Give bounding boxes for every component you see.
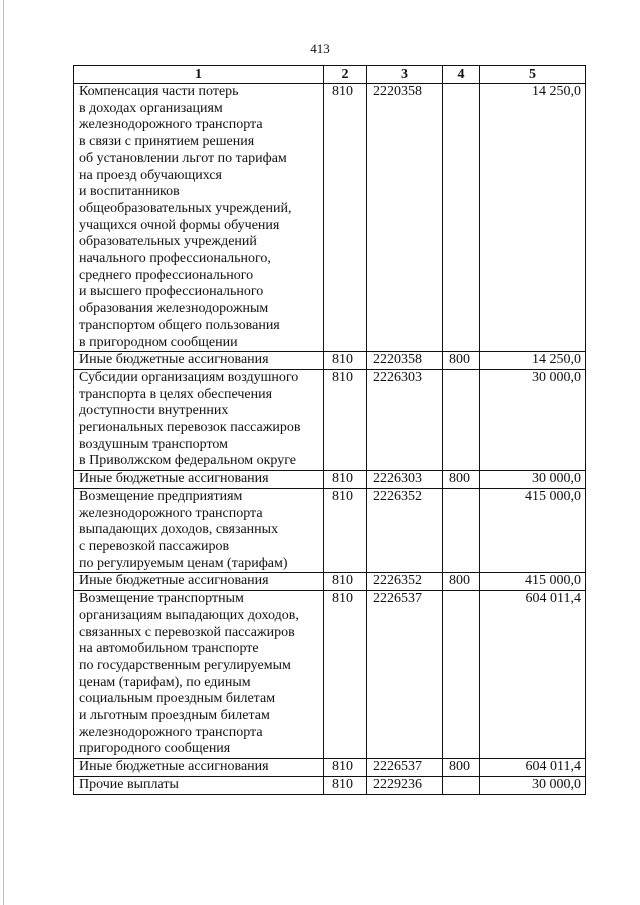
row-amount [480,776,586,794]
row-amount [480,84,586,352]
row-ministry-code [324,84,367,352]
row-name-cell [74,573,324,591]
row-amount [480,591,586,759]
row-amount-text: 415 000,0 [525,488,581,504]
row-amount [480,471,586,489]
row-amount [480,488,586,573]
row-ministry-code [324,573,367,591]
row-expense-code-text: 800 [449,759,470,775]
row-expense-code [443,573,480,591]
table-row [74,84,586,352]
row-expense-code [443,84,480,352]
row-ministry-code-text: 810 [332,759,353,775]
header-col-2: 2 [324,66,367,84]
table-row [74,573,586,591]
row-expense-code [443,776,480,794]
header-col-3: 3 [367,66,443,84]
row-target-code-text: 2220358 [373,84,422,99]
scan-edge [3,0,4,905]
row-target-code-text: 2226303 [373,369,422,385]
row-amount [480,759,586,777]
table-row [74,591,586,759]
page-number: 413 [310,41,330,56]
row-target-code-text: 2226352 [373,573,422,589]
row-ministry-code [324,591,367,759]
row-amount [480,352,586,370]
row-amount-text: 415 000,0 [525,573,581,589]
row-ministry-code [324,488,367,573]
row-amount-text: 14 250,0 [532,84,581,99]
row-ministry-code-text: 810 [332,488,353,504]
row-name-cell-text: Иные бюджетные ассигнования [79,759,269,775]
row-amount-text: 604 011,4 [525,591,581,607]
row-amount-text: 30 000,0 [532,776,581,792]
row-ministry-code-text: 810 [332,471,353,487]
row-target-code [367,84,443,352]
row-name-cell [74,84,324,352]
row-name-cell-text: Возмещение транспортным организациям выпадающих доходов, связанных с перевозкой пассажиров на автомобильном транспорте по государственным регулируемым ценам (тарифам), по единым социальным проездным билетам и льготным проездным билетам железнодорожного транспорта пригородного сообщения [79,591,299,757]
table-row [74,471,586,489]
row-ministry-code-text: 810 [332,591,353,607]
header-col-5: 5 [480,66,586,84]
row-ministry-code-text: 810 [332,573,353,589]
table-row [74,776,586,794]
row-target-code-text: 2229236 [373,776,422,792]
row-ministry-code-text: 810 [332,352,353,368]
row-name-cell-text: Возмещение предприятиям железнодорожного транспорта выпадающих доходов, связанных с перевозкой пассажиров по регулируемым ценам (тарифам) [79,488,288,571]
row-expense-code [443,759,480,777]
row-amount-text: 14 250,0 [532,352,581,368]
row-ministry-code-text: 810 [332,776,353,792]
row-target-code [367,776,443,794]
row-name-cell-text: Прочие выплаты [79,776,179,792]
header-col-1: 1 [74,66,324,84]
row-amount-text: 604 011,4 [525,759,581,775]
row-expense-code [443,591,480,759]
row-target-code [367,488,443,573]
row-expense-code [443,471,480,489]
row-name-cell-text: Иные бюджетные ассигнования [79,471,269,487]
row-target-code [367,471,443,489]
row-name-cell [74,776,324,794]
row-amount [480,573,586,591]
row-target-code [367,573,443,591]
row-ministry-code-text: 810 [332,84,353,99]
row-expense-code [443,352,480,370]
row-name-cell-text: Иные бюджетные ассигнования [79,352,269,368]
row-expense-code [443,488,480,573]
row-target-code-text: 2226352 [373,488,422,504]
row-name-cell [74,471,324,489]
row-expense-code-text: 800 [449,471,470,487]
row-name-cell-text: Иные бюджетные ассигнования [79,573,269,589]
row-target-code-text: 2226537 [373,759,422,775]
row-ministry-code [324,352,367,370]
row-ministry-code [324,471,367,489]
row-name-cell-text: Субсидии организациям воздушного транспорта в целях обеспечения доступности внутренних региональных перевозок пассажиров воздушным транспортом в Приволжском федеральном округе [79,369,301,469]
budget-table [73,65,586,795]
row-expense-code-text: 800 [449,573,470,589]
row-name-cell-text: Компенсация части потерь в доходах организациям железнодорожного транспорта в связи с принятием решения об установлении льгот по тарифам на проезд обучающихся и воспитанников общеобразовательных учреждений, учащихся очной формы обучения образовательных учреждений начального профессионального, среднего профессионального и высшего профессионального образования железнодорожным транспортом общего пользования в пригородном сообщении [79,84,292,350]
row-expense-code-text: 800 [449,352,470,368]
row-ministry-code [324,776,367,794]
row-name-cell [74,759,324,777]
row-target-code [367,369,443,470]
row-target-code-text: 2220358 [373,352,422,368]
table-row [74,488,586,573]
row-target-code-text: 2226537 [373,591,422,607]
row-name-cell [74,352,324,370]
table-row [74,352,586,370]
row-target-code-text: 2226303 [373,471,422,487]
row-target-code [367,352,443,370]
row-ministry-code [324,759,367,777]
row-name-cell [74,369,324,470]
row-name-cell [74,591,324,759]
row-ministry-code [324,369,367,470]
row-amount-text: 30 000,0 [532,369,581,385]
table-row [74,369,586,470]
table-header-row [74,66,586,84]
row-amount-text: 30 000,0 [532,471,581,487]
row-ministry-code-text: 810 [332,369,353,385]
row-target-code [367,591,443,759]
row-name-cell [74,488,324,573]
row-target-code [367,759,443,777]
table-row [74,759,586,777]
row-expense-code [443,369,480,470]
header-col-4: 4 [443,66,480,84]
row-amount [480,369,586,470]
